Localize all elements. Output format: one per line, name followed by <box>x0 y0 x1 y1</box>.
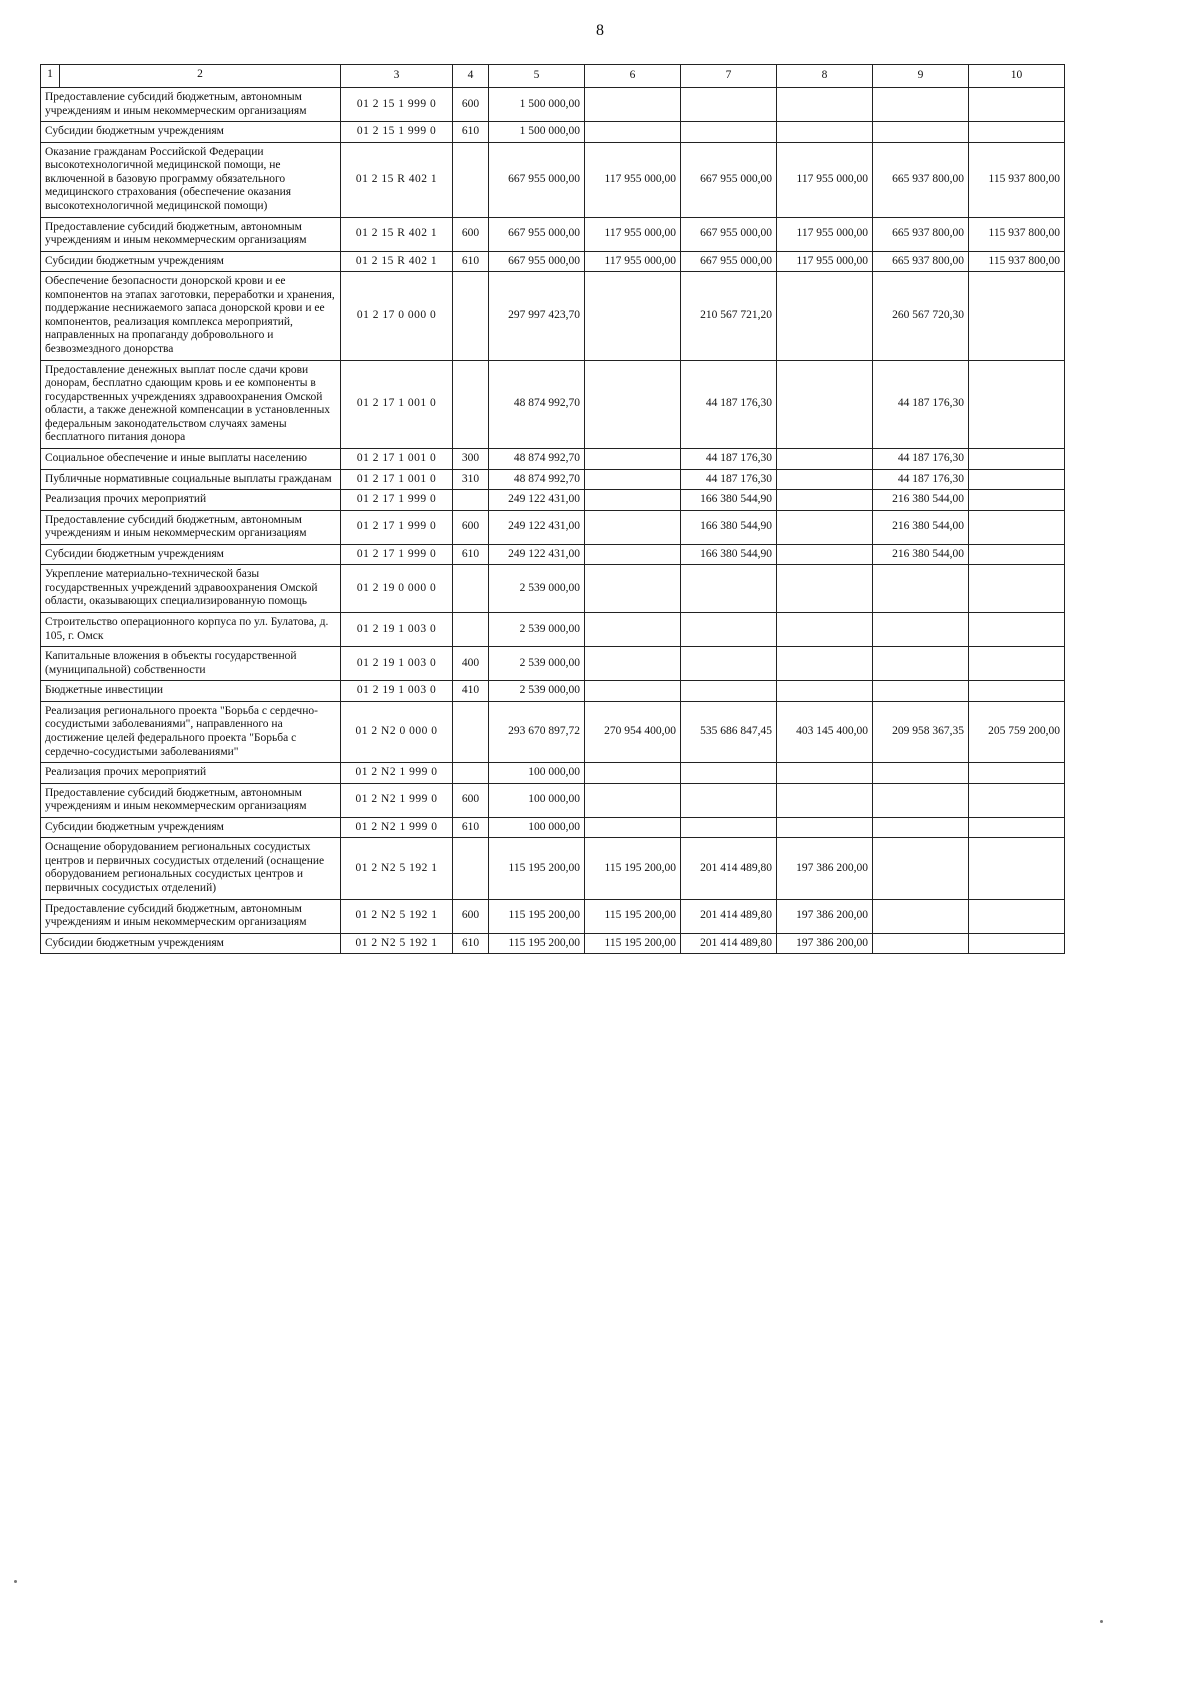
row-kvr-cell: 400 <box>453 647 489 681</box>
row-value-col10 <box>969 88 1065 122</box>
scan-speck <box>14 1580 17 1583</box>
row-value-col8: 403 145 400,00 <box>777 701 873 762</box>
row-value-col9 <box>873 565 969 613</box>
table-row <box>41 613 1161 647</box>
row-value-col10 <box>969 544 1065 565</box>
row-kvr-cell <box>453 613 489 647</box>
row-value-col6 <box>585 490 681 511</box>
row-value-col8: 197 386 200,00 <box>777 933 873 954</box>
row-kvr-cell: 600 <box>453 783 489 817</box>
row-name-cell: Предоставление субсидий бюджетным, автономным учреждениям и иным некоммерческим организациям <box>41 783 341 817</box>
row-value-col10: 115 937 800,00 <box>969 142 1065 217</box>
column-header: 7 <box>681 65 777 88</box>
row-name-cell: Социальное обеспечение и иные выплаты населению <box>41 448 341 469</box>
row-value-col5: 48 874 992,70 <box>489 360 585 448</box>
row-value-col8 <box>777 122 873 143</box>
row-value-col9 <box>873 899 969 933</box>
row-value-col8 <box>777 647 873 681</box>
row-name-cell: Оснащение оборудованием региональных сосудистых центров и первичных сосудистых отделений (оснащение оборудованием региональных сосудистых центров и первичных сосудистых отделений) <box>41 838 341 899</box>
row-value-col8 <box>777 490 873 511</box>
row-value-col10: 115 937 800,00 <box>969 217 1065 251</box>
row-value-col9 <box>873 783 969 817</box>
row-code-cell: 01 2 N2 1 999 0 <box>341 817 453 838</box>
row-value-col9 <box>873 817 969 838</box>
row-name-cell: Предоставление субсидий бюджетным, автономным учреждениям и иным некоммерческим организациям <box>41 217 341 251</box>
row-code-cell: 01 2 17 0 000 0 <box>341 272 453 360</box>
row-value-col6 <box>585 510 681 544</box>
row-value-col6 <box>585 565 681 613</box>
row-code-cell: 01 2 17 1 001 0 <box>341 360 453 448</box>
row-value-col6 <box>585 544 681 565</box>
column-header: 9 <box>873 65 969 88</box>
row-value-col8 <box>777 510 873 544</box>
table-row <box>41 647 1161 681</box>
row-code-cell: 01 2 17 1 001 0 <box>341 448 453 469</box>
row-value-col10 <box>969 933 1065 954</box>
table-row <box>41 272 1161 360</box>
row-value-col5: 2 539 000,00 <box>489 681 585 702</box>
table-row <box>41 142 1161 217</box>
row-value-col5: 1 500 000,00 <box>489 88 585 122</box>
row-value-col7: 166 380 544,90 <box>681 544 777 565</box>
row-value-col9: 216 380 544,00 <box>873 490 969 511</box>
row-kvr-cell <box>453 763 489 784</box>
column-header-group <box>41 65 341 88</box>
row-name-cell: Строительство операционного корпуса по ул. Булатова, д. 105, г. Омск <box>41 613 341 647</box>
row-value-col7: 667 955 000,00 <box>681 142 777 217</box>
row-value-col5: 115 195 200,00 <box>489 933 585 954</box>
column-header: 3 <box>341 65 453 88</box>
row-code-cell: 01 2 N2 5 192 1 <box>341 933 453 954</box>
row-value-col7 <box>681 783 777 817</box>
row-code-cell: 01 2 N2 1 999 0 <box>341 783 453 817</box>
row-value-col5: 48 874 992,70 <box>489 469 585 490</box>
row-value-col10 <box>969 647 1065 681</box>
row-value-col5: 667 955 000,00 <box>489 142 585 217</box>
row-code-cell: 01 2 15 1 999 0 <box>341 122 453 143</box>
table-row <box>41 510 1161 544</box>
row-kvr-cell: 600 <box>453 88 489 122</box>
row-value-col5: 293 670 897,72 <box>489 701 585 762</box>
table-row <box>41 838 1161 899</box>
table-row <box>41 544 1161 565</box>
row-value-col10 <box>969 122 1065 143</box>
row-kvr-cell <box>453 360 489 448</box>
row-value-col10 <box>969 510 1065 544</box>
row-value-col10 <box>969 448 1065 469</box>
row-value-col7: 166 380 544,90 <box>681 490 777 511</box>
row-value-col6: 270 954 400,00 <box>585 701 681 762</box>
row-value-col5: 297 997 423,70 <box>489 272 585 360</box>
row-value-col8 <box>777 448 873 469</box>
row-value-col6 <box>585 817 681 838</box>
row-value-col10 <box>969 613 1065 647</box>
row-value-col7: 201 414 489,80 <box>681 933 777 954</box>
row-value-col6 <box>585 360 681 448</box>
row-value-col7: 667 955 000,00 <box>681 251 777 272</box>
table-row <box>41 490 1161 511</box>
row-value-col5: 2 539 000,00 <box>489 565 585 613</box>
row-value-col9: 665 937 800,00 <box>873 142 969 217</box>
row-value-col7: 44 187 176,30 <box>681 360 777 448</box>
row-value-col6: 115 195 200,00 <box>585 899 681 933</box>
table-row <box>41 360 1161 448</box>
row-kvr-cell <box>453 565 489 613</box>
row-code-cell: 01 2 19 1 003 0 <box>341 613 453 647</box>
column-header: 5 <box>489 65 585 88</box>
row-code-cell: 01 2 17 1 001 0 <box>341 469 453 490</box>
row-value-col7 <box>681 88 777 122</box>
row-code-cell: 01 2 17 1 999 0 <box>341 544 453 565</box>
row-name-cell: Капитальные вложения в объекты государственной (муниципальной) собственности <box>41 647 341 681</box>
row-value-col9: 44 187 176,30 <box>873 360 969 448</box>
row-name-cell: Реализация прочих мероприятий <box>41 763 341 784</box>
budget-table <box>40 64 1161 954</box>
table-row <box>41 251 1161 272</box>
column-header: 1 <box>41 65 60 87</box>
row-kvr-cell <box>453 701 489 762</box>
row-value-col10 <box>969 272 1065 360</box>
row-kvr-cell: 600 <box>453 510 489 544</box>
row-name-cell: Оказание гражданам Российской Федерации высокотехнологичной медицинской помощи, не включенной в базовую программу обязательного медицинского страхования (обеспечение оказания высокотехнологичной медицинской помощи) <box>41 142 341 217</box>
table-row <box>41 681 1161 702</box>
row-value-col10 <box>969 565 1065 613</box>
row-value-col8 <box>777 763 873 784</box>
row-value-col7 <box>681 817 777 838</box>
page-number: 8 <box>596 22 604 39</box>
row-value-col9 <box>873 933 969 954</box>
row-code-cell: 01 2 N2 5 192 1 <box>341 899 453 933</box>
row-value-col9: 216 380 544,00 <box>873 544 969 565</box>
row-value-col6 <box>585 272 681 360</box>
row-value-col8 <box>777 360 873 448</box>
row-name-cell: Предоставление субсидий бюджетным, автономным учреждениям и иным некоммерческим организациям <box>41 88 341 122</box>
row-value-col10 <box>969 360 1065 448</box>
row-value-col8: 197 386 200,00 <box>777 899 873 933</box>
row-kvr-cell <box>453 490 489 511</box>
row-value-col9 <box>873 122 969 143</box>
row-name-cell: Публичные нормативные социальные выплаты гражданам <box>41 469 341 490</box>
row-value-col9: 665 937 800,00 <box>873 251 969 272</box>
row-value-col5: 1 500 000,00 <box>489 122 585 143</box>
row-name-cell: Субсидии бюджетным учреждениям <box>41 817 341 838</box>
row-value-col5: 2 539 000,00 <box>489 647 585 681</box>
row-value-col7: 44 187 176,30 <box>681 469 777 490</box>
row-value-col9: 665 937 800,00 <box>873 217 969 251</box>
row-value-col5: 115 195 200,00 <box>489 838 585 899</box>
row-value-col7: 210 567 721,20 <box>681 272 777 360</box>
row-value-col7: 201 414 489,80 <box>681 838 777 899</box>
table-row <box>41 448 1161 469</box>
row-value-col8 <box>777 817 873 838</box>
row-name-cell: Бюджетные инвестиции <box>41 681 341 702</box>
row-value-col5: 100 000,00 <box>489 783 585 817</box>
row-value-col7 <box>681 681 777 702</box>
row-name-cell: Обеспечение безопасности донорской крови и ее компонентов на этапах заготовки, переработки и хранения, поддержание неснижаемого запаса донорской крови и ее компонентов, реализация комплекса мероприятий, направленных на пропаганду добровольного и безвозмездного донорства <box>41 272 341 360</box>
row-kvr-cell: 610 <box>453 933 489 954</box>
table-row <box>41 122 1161 143</box>
row-value-col8 <box>777 783 873 817</box>
row-value-col9: 260 567 720,30 <box>873 272 969 360</box>
row-value-col7 <box>681 613 777 647</box>
column-header: 8 <box>777 65 873 88</box>
row-value-col6 <box>585 448 681 469</box>
row-value-col5: 2 539 000,00 <box>489 613 585 647</box>
row-code-cell: 01 2 19 1 003 0 <box>341 681 453 702</box>
row-value-col8: 197 386 200,00 <box>777 838 873 899</box>
row-value-col6 <box>585 469 681 490</box>
row-name-cell: Субсидии бюджетным учреждениям <box>41 933 341 954</box>
row-value-col9: 44 187 176,30 <box>873 448 969 469</box>
row-kvr-cell: 410 <box>453 681 489 702</box>
table-row <box>41 763 1161 784</box>
table-row <box>41 469 1161 490</box>
row-value-col8 <box>777 88 873 122</box>
row-kvr-cell <box>453 838 489 899</box>
table-row <box>41 933 1161 954</box>
row-value-col8 <box>777 272 873 360</box>
row-value-col5: 249 122 431,00 <box>489 544 585 565</box>
row-value-col10 <box>969 763 1065 784</box>
scan-speck <box>1100 1620 1103 1623</box>
row-value-col8 <box>777 613 873 647</box>
row-value-col6 <box>585 783 681 817</box>
row-value-col8 <box>777 469 873 490</box>
row-value-col9 <box>873 88 969 122</box>
row-code-cell: 01 2 15 R 402 1 <box>341 217 453 251</box>
row-code-cell: 01 2 N2 1 999 0 <box>341 763 453 784</box>
row-value-col5: 100 000,00 <box>489 817 585 838</box>
row-value-col10 <box>969 838 1065 899</box>
row-code-cell: 01 2 19 1 003 0 <box>341 647 453 681</box>
row-value-col5: 249 122 431,00 <box>489 510 585 544</box>
row-value-col9: 216 380 544,00 <box>873 510 969 544</box>
row-kvr-cell: 610 <box>453 251 489 272</box>
row-kvr-cell: 610 <box>453 817 489 838</box>
row-code-cell: 01 2 15 R 402 1 <box>341 251 453 272</box>
row-value-col6: 117 955 000,00 <box>585 217 681 251</box>
row-value-col9: 44 187 176,30 <box>873 469 969 490</box>
row-value-col7: 166 380 544,90 <box>681 510 777 544</box>
row-value-col6: 117 955 000,00 <box>585 251 681 272</box>
row-value-col5: 667 955 000,00 <box>489 217 585 251</box>
row-value-col6 <box>585 763 681 784</box>
table-row <box>41 783 1161 817</box>
table-row <box>41 217 1161 251</box>
row-kvr-cell: 600 <box>453 899 489 933</box>
row-code-cell: 01 2 17 1 999 0 <box>341 490 453 511</box>
row-name-cell: Предоставление субсидий бюджетным, автономным учреждениям и иным некоммерческим организациям <box>41 510 341 544</box>
row-value-col7 <box>681 647 777 681</box>
row-value-col6: 115 195 200,00 <box>585 933 681 954</box>
row-value-col9 <box>873 681 969 702</box>
table-row <box>41 899 1161 933</box>
row-value-col10: 115 937 800,00 <box>969 251 1065 272</box>
table-row <box>41 817 1161 838</box>
row-value-col8 <box>777 544 873 565</box>
row-value-col10 <box>969 490 1065 511</box>
row-name-cell: Субсидии бюджетным учреждениям <box>41 122 341 143</box>
row-value-col7: 667 955 000,00 <box>681 217 777 251</box>
table-row <box>41 88 1161 122</box>
row-value-col10 <box>969 783 1065 817</box>
column-header: 10 <box>969 65 1065 88</box>
table-header-row <box>41 65 1161 88</box>
row-value-col7: 44 187 176,30 <box>681 448 777 469</box>
row-value-col8: 117 955 000,00 <box>777 142 873 217</box>
column-header: 6 <box>585 65 681 88</box>
row-code-cell: 01 2 N2 0 000 0 <box>341 701 453 762</box>
column-header: 2 <box>197 68 203 80</box>
row-value-col5: 667 955 000,00 <box>489 251 585 272</box>
row-value-col5: 48 874 992,70 <box>489 448 585 469</box>
row-value-col9 <box>873 763 969 784</box>
row-value-col7 <box>681 565 777 613</box>
row-kvr-cell: 310 <box>453 469 489 490</box>
row-name-cell: Реализация прочих мероприятий <box>41 490 341 511</box>
row-kvr-cell <box>453 142 489 217</box>
row-value-col8: 117 955 000,00 <box>777 251 873 272</box>
row-value-col10 <box>969 469 1065 490</box>
row-name-cell: Реализация регионального проекта "Борьба с сердечно-сосудистыми заболеваниями", направленного на достижение целей федерального проекта "Борьба с сердечно-сосудистыми заболеваниями" <box>41 701 341 762</box>
row-value-col10 <box>969 817 1065 838</box>
row-code-cell: 01 2 N2 5 192 1 <box>341 838 453 899</box>
row-value-col10 <box>969 899 1065 933</box>
row-value-col7: 535 686 847,45 <box>681 701 777 762</box>
row-code-cell: 01 2 17 1 999 0 <box>341 510 453 544</box>
column-header: 4 <box>453 65 489 88</box>
row-value-col6: 115 195 200,00 <box>585 838 681 899</box>
row-value-col5: 100 000,00 <box>489 763 585 784</box>
row-value-col9 <box>873 613 969 647</box>
row-name-cell: Укрепление материально-технической базы государственных учреждений здравоохранения Омской области, оказывающих специализированную помощь <box>41 565 341 613</box>
row-value-col8 <box>777 681 873 702</box>
row-value-col6 <box>585 613 681 647</box>
row-code-cell: 01 2 15 1 999 0 <box>341 88 453 122</box>
row-value-col9 <box>873 647 969 681</box>
row-value-col8 <box>777 565 873 613</box>
row-value-col6 <box>585 88 681 122</box>
row-value-col5: 249 122 431,00 <box>489 490 585 511</box>
row-value-col6 <box>585 647 681 681</box>
row-name-cell: Субсидии бюджетным учреждениям <box>41 544 341 565</box>
row-value-col5: 115 195 200,00 <box>489 899 585 933</box>
row-name-cell: Субсидии бюджетным учреждениям <box>41 251 341 272</box>
row-kvr-cell: 600 <box>453 217 489 251</box>
table-row <box>41 701 1161 762</box>
row-value-col9 <box>873 838 969 899</box>
row-kvr-cell <box>453 272 489 360</box>
row-kvr-cell: 610 <box>453 122 489 143</box>
row-name-cell: Предоставление денежных выплат после сдачи крови донорам, бесплатно сдающим кровь и ее компоненты в государственных учреждениях здравоохранения Омской области, а также денежной компенсации в установленных федеральным законодательством случаях замены бесплатного питания донора <box>41 360 341 448</box>
row-value-col10 <box>969 681 1065 702</box>
row-code-cell: 01 2 15 R 402 1 <box>341 142 453 217</box>
table-row <box>41 565 1161 613</box>
row-kvr-cell: 300 <box>453 448 489 469</box>
row-value-col7: 201 414 489,80 <box>681 899 777 933</box>
row-value-col10: 205 759 200,00 <box>969 701 1065 762</box>
row-value-col6 <box>585 681 681 702</box>
table-body <box>41 88 1161 954</box>
row-value-col6: 117 955 000,00 <box>585 142 681 217</box>
row-value-col7 <box>681 763 777 784</box>
row-kvr-cell: 610 <box>453 544 489 565</box>
row-value-col9: 209 958 367,35 <box>873 701 969 762</box>
row-value-col8: 117 955 000,00 <box>777 217 873 251</box>
row-value-col6 <box>585 122 681 143</box>
row-name-cell: Предоставление субсидий бюджетным, автономным учреждениям и иным некоммерческим организациям <box>41 899 341 933</box>
row-code-cell: 01 2 19 0 000 0 <box>341 565 453 613</box>
row-value-col7 <box>681 122 777 143</box>
